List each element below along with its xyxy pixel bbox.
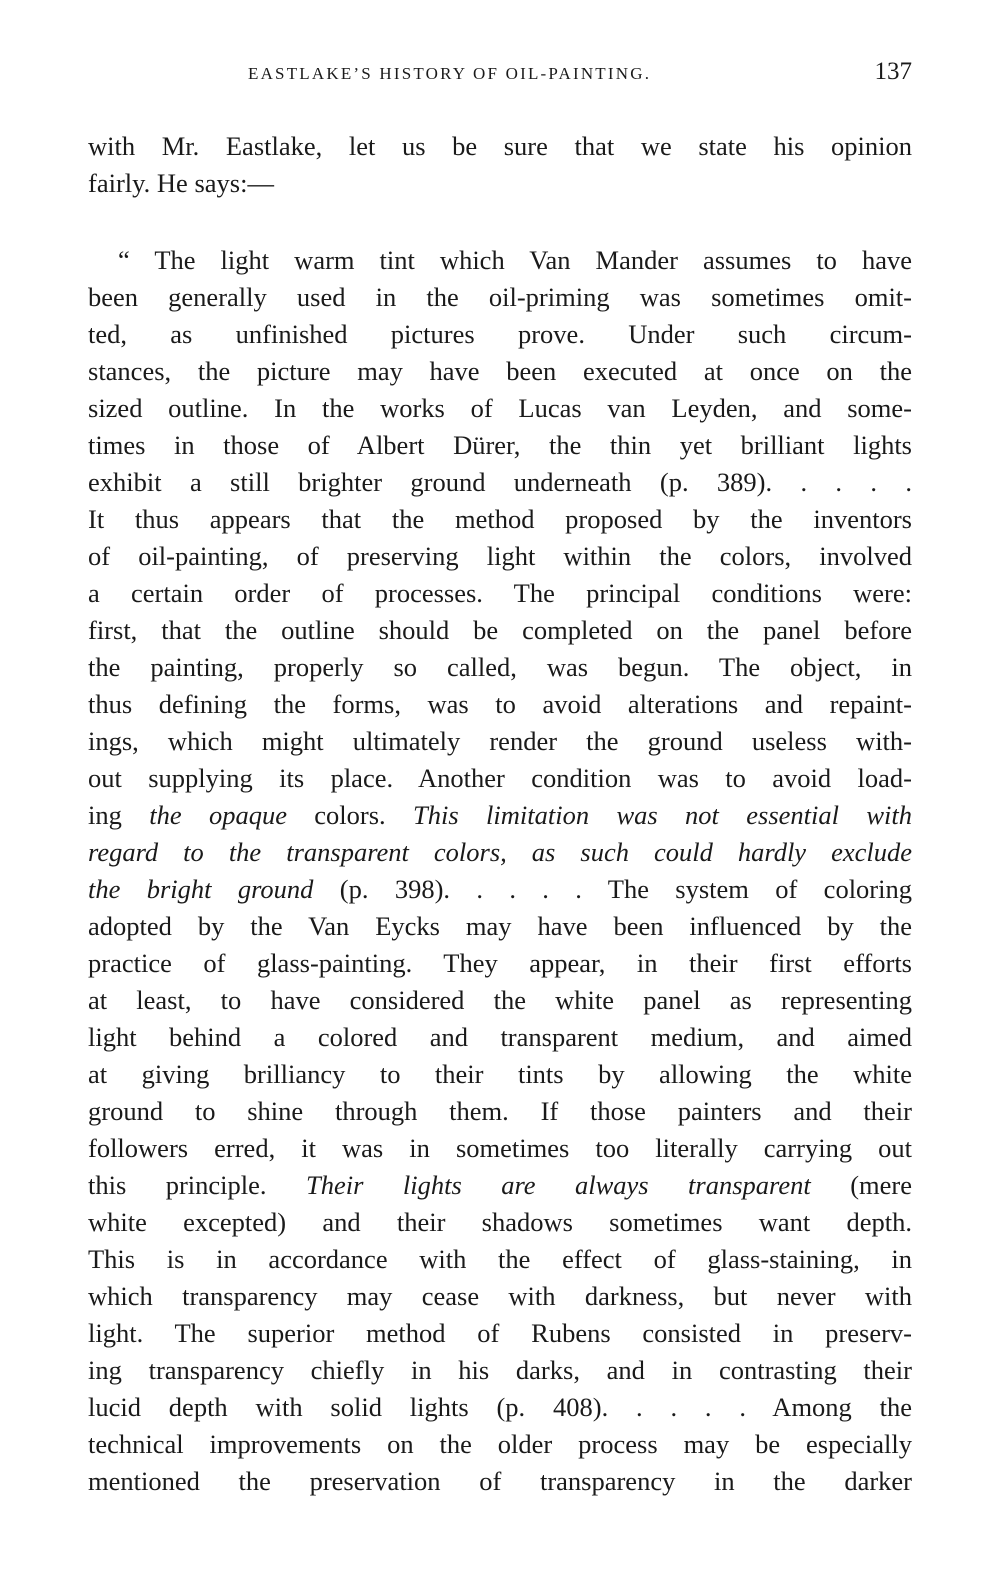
text-line: [88, 1463, 912, 1500]
text-line: [88, 982, 912, 1019]
text-line: [88, 871, 912, 908]
text-line: [88, 649, 912, 686]
text-segment: been generally used in the oil-priming was sometimes omit-: [88, 282, 912, 312]
italic-text: the opaque: [149, 800, 287, 830]
text-line: [88, 1315, 912, 1352]
paragraph-gap: [88, 202, 912, 242]
text-segment: adopted by the Van Eycks may have been influenced by the: [88, 911, 912, 941]
text-line: [88, 128, 912, 165]
text-segment: This is in accordance with the effect of glass-staining, in: [88, 1244, 912, 1274]
text-segment: practice of glass-painting. They appear, in their first efforts: [88, 948, 912, 978]
text-line: [88, 1093, 912, 1130]
text-line: [88, 165, 912, 202]
text-segment: exhibit a still brighter ground underneath (p. 389). . . . .: [88, 467, 912, 497]
text-segment: first, that the outline should be completed on the panel before: [88, 615, 912, 645]
text-line: [88, 1426, 912, 1463]
text-line: [88, 1241, 912, 1278]
text-segment: It thus appears that the method proposed by the inventors: [88, 504, 912, 534]
text-line: [88, 464, 912, 501]
text-line: [88, 427, 912, 464]
text-segment: “ The light warm tint which Van Mander assumes to have: [118, 245, 912, 275]
text-line: [88, 353, 912, 390]
text-segment: fairly. He says:—: [88, 168, 274, 198]
text-segment: colors.: [286, 800, 414, 830]
text-segment: followers erred, it was in sometimes too literally carrying out: [88, 1133, 912, 1163]
text-segment: at giving brilliancy to their tints by allowing the white: [88, 1059, 912, 1089]
text-line: [88, 723, 912, 760]
text-segment: ing: [88, 800, 150, 830]
text-segment: this principle.: [88, 1170, 306, 1200]
text-segment: mentioned the preservation of transparency in the darker: [88, 1466, 912, 1496]
text-segment: ground to shine through them. If those painters and their: [88, 1096, 912, 1126]
text-line: [88, 390, 912, 427]
text-line: [88, 686, 912, 723]
quoted-paragraph: [88, 242, 912, 1500]
text-line: [88, 1019, 912, 1056]
text-segment: light behind a colored and transparent medium, and aimed: [88, 1022, 912, 1052]
text-segment: a certain order of processes. The principal conditions were:: [88, 578, 912, 608]
text-line: [88, 945, 912, 982]
text-segment: of oil-painting, of preserving light within the colors, involved: [88, 541, 912, 571]
text-line: [88, 1278, 912, 1315]
text-line: [88, 575, 912, 612]
page-header: [88, 58, 912, 92]
text-segment: out supplying its place. Another condition was to avoid load-: [88, 763, 912, 793]
text-line: [88, 501, 912, 538]
text-line: [88, 834, 912, 871]
text-line: [88, 1130, 912, 1167]
text-segment: light. The superior method of Rubens consisted in preserv-: [88, 1318, 912, 1348]
italic-text: Their lights are always transparent: [306, 1170, 811, 1200]
text-line: [88, 760, 912, 797]
text-line: [88, 1167, 912, 1204]
text-segment: which transparency may cease with darkness, but never with: [88, 1281, 912, 1311]
text-segment: white excepted) and their shadows sometimes want depth.: [88, 1207, 912, 1237]
text-segment: (mere: [810, 1170, 912, 1200]
text-segment: ing transparency chiefly in his darks, and in contrasting their: [88, 1355, 912, 1385]
text-line: [88, 1389, 912, 1426]
text-line: [88, 279, 912, 316]
text-segment: ings, which might ultimately render the ground useless with-: [88, 726, 912, 756]
text-line: [88, 1352, 912, 1389]
text-segment: stances, the picture may have been executed at once on the: [88, 356, 912, 386]
text-line: [88, 1204, 912, 1241]
text-segment: times in those of Albert Dürer, the thin yet brilliant lights: [88, 430, 912, 460]
italic-text: regard to the transparent colors, as such could hardly exclude: [88, 837, 912, 867]
italic-text: This limitation was not essential with: [413, 800, 912, 830]
text-line: [88, 908, 912, 945]
page-number: 137: [874, 58, 912, 85]
text-line: [88, 612, 912, 649]
text-line: [88, 538, 912, 575]
text-segment: lucid depth with solid lights (p. 408). . . . . Among the: [88, 1392, 912, 1422]
text-segment: (p. 398). . . . . The system of coloring: [313, 874, 912, 904]
text-segment: with Mr. Eastlake, let us be sure that we state his opinion: [88, 131, 912, 161]
text-segment: at least, to have considered the white panel as representing: [88, 985, 912, 1015]
italic-text: the bright ground: [88, 874, 314, 904]
text-segment: technical improvements on the older process may be especially: [88, 1429, 912, 1459]
running-title: EASTLAKE’S HISTORY OF OIL-PAINTING.: [248, 64, 652, 83]
text-segment: the painting, properly so called, was begun. The object, in: [88, 652, 912, 682]
text-line: [88, 797, 912, 834]
text-segment: thus defining the forms, was to avoid alterations and repaint-: [88, 689, 912, 719]
text-line: [88, 242, 912, 279]
intro-paragraph: [88, 128, 912, 202]
text-line: [88, 316, 912, 353]
page-body: [88, 128, 912, 1500]
text-segment: ted, as unfinished pictures prove. Under such circum-: [88, 319, 912, 349]
text-segment: sized outline. In the works of Lucas van Leyden, and some-: [88, 393, 912, 423]
text-line: [88, 1056, 912, 1093]
